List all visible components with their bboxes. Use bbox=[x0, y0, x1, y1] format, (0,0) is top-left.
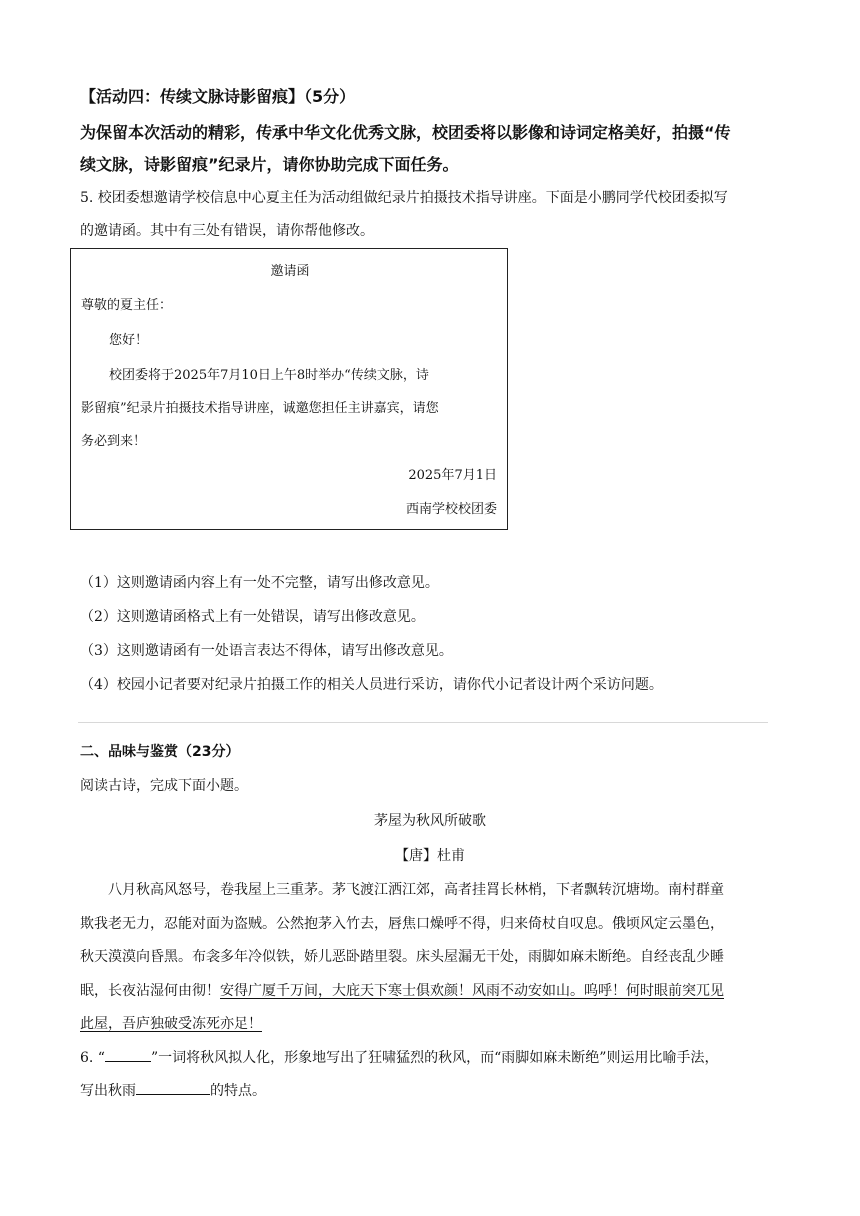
section-2-instruction: 阅读古诗，完成下面小题。 bbox=[80, 778, 248, 794]
answer-blank-2[interactable] bbox=[136, 1080, 210, 1095]
poem-line-1: 八月秋高风怒号，卷我屋上三重茅。茅飞渡江洒江郊，高者挂罥长林梢，下者飘转沉塘坳。南村群童 bbox=[108, 882, 724, 898]
letter-signature: 西南学校校团委 bbox=[405, 502, 497, 517]
answer-blank-1[interactable] bbox=[105, 1047, 151, 1062]
activity-intro-line1: 为保留本次活动的精彩，传承中华文化优秀文脉，校团委将以影像和诗词定格美好，拍摄“传 bbox=[80, 123, 731, 142]
question-6-line2 bbox=[80, 1080, 266, 1101]
question-6-line1 bbox=[80, 1047, 718, 1068]
question-5-line2: 的邀请函。其中有三处有错误，请你帮他修改。 bbox=[80, 223, 374, 239]
question-5-line1: 5. 校团委想邀请学校信息中心夏主任为活动组做纪录片拍摄技术指导讲座。下面是小鹏同学代校团委拟写 bbox=[80, 190, 728, 206]
section-2-heading: 二、品味与鉴赏（23分） bbox=[80, 744, 240, 760]
poem-title: 茅屋为秋风所破歌 bbox=[374, 813, 486, 829]
question-5-sub2: （2）这则邀请函格式上有一处错误，请写出修改意见。 bbox=[80, 609, 425, 625]
question-6-part1: 6. “ bbox=[80, 1050, 105, 1066]
activity-heading: 【活动四：传续文脉诗影留痕】（5分） bbox=[80, 87, 356, 106]
question-5-sub3: （3）这则邀请函有一处语言表达不得体，请写出修改意见。 bbox=[80, 643, 453, 659]
poem-line-5 bbox=[80, 1014, 782, 1034]
letter-title: 邀请函 bbox=[270, 264, 310, 279]
question-6-line2-part2: 的特点。 bbox=[210, 1083, 266, 1099]
letter-salutation: 尊敬的夏主任： bbox=[81, 298, 173, 313]
question-6-line2-part1: 写出秋雨 bbox=[80, 1083, 136, 1099]
poem-line-4-underlined: 安得广厦千万间，大庇天下寒士俱欢颜！风雨不动安如山。呜呼！何时眼前突兀见 bbox=[220, 983, 724, 999]
poem-line-2: 欺我老无力，忍能对面为盗贼。公然抱茅入竹去，唇焦口燥呼不得，归来倚杖自叹息。俄顷风定云墨色， bbox=[80, 916, 724, 932]
poem-line-5-underlined: 此屋，吾庐独破受冻死亦足！ bbox=[80, 1016, 262, 1032]
question-5-sub4: （4）校园小记者要对纪录片拍摄工作的相关人员进行采访，请你代小记者设计两个采访问题。 bbox=[80, 677, 663, 693]
question-5-sub1: （1）这则邀请函内容上有一处不完整，请写出修改意见。 bbox=[80, 575, 439, 591]
poem-author: 【唐】杜甫 bbox=[395, 848, 465, 864]
letter-body-line3: 务必到来！ bbox=[81, 434, 147, 449]
section-divider bbox=[78, 722, 768, 723]
invitation-letter bbox=[70, 248, 508, 530]
question-6-part2: ”一词将秋风拟人化，形象地写出了狂啸猛烈的秋风，而“雨脚如麻未断绝”则运用比喻手法， bbox=[150, 1050, 719, 1066]
letter-greeting: 您好！ bbox=[109, 333, 149, 348]
activity-intro-line2: 续文脉，诗影留痕”纪录片，请你协助完成下面任务。 bbox=[80, 155, 459, 174]
poem-line-4 bbox=[80, 981, 782, 1001]
letter-body-line2: 影留痕”纪录片拍摄技术指导讲座，诚邀您担任主讲嘉宾，请您 bbox=[81, 401, 439, 416]
letter-date: 2025年7月1日 bbox=[408, 468, 497, 483]
letter-body-line1: 校团委将于2025年7月10日上午8时举办“传续文脉，诗 bbox=[109, 368, 429, 383]
poem-line-3: 秋天漠漠向昏黑。布衾多年冷似铁，娇儿恶卧踏里裂。床头屋漏无干处，雨脚如麻未断绝。自经丧乱少睡 bbox=[80, 949, 724, 965]
poem-line-4-plain: 眠，长夜沾湿何由彻！ bbox=[80, 983, 220, 999]
